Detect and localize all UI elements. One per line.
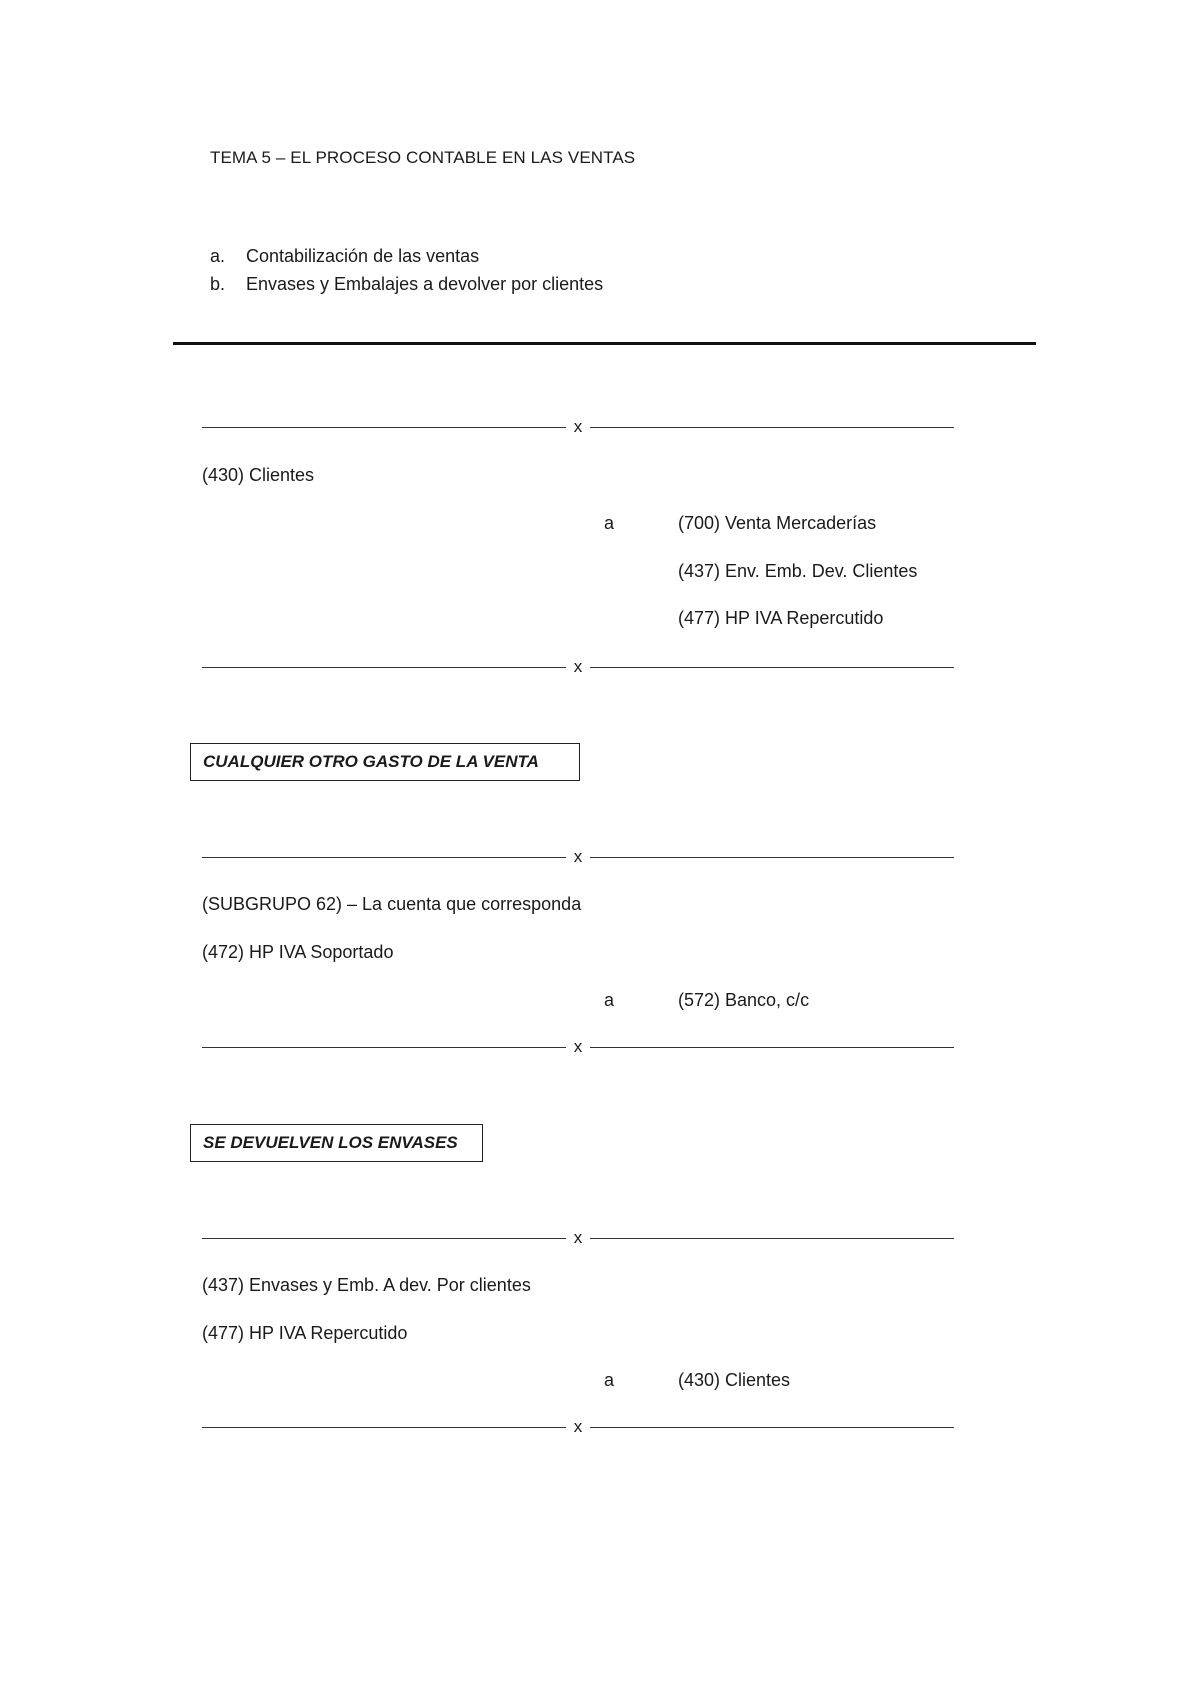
horizontal-rule	[173, 342, 1036, 345]
debit-account: (472) HP IVA Soportado	[202, 942, 394, 962]
connector-a: a	[604, 990, 615, 1010]
debit-account: (477) HP IVA Repercutido	[202, 1323, 408, 1343]
connector-a: a	[604, 513, 615, 533]
debit-account: (437) Envases y Emb. A dev. Por clientes	[202, 1275, 531, 1295]
toc-text: Envases y Embalajes a devolver por clientes	[246, 274, 604, 294]
credit-account: (437) Env. Emb. Dev. Clientes	[678, 561, 918, 581]
entry-separator	[202, 415, 954, 439]
credit-account: (477) HP IVA Repercutido	[678, 608, 884, 628]
separator-mark: x	[573, 417, 583, 436]
entry-separator	[202, 655, 954, 679]
separator-mark: x	[573, 1037, 583, 1056]
section-heading: CUALQUIER OTRO GASTO DE LA VENTA	[203, 752, 539, 771]
toc-item	[210, 270, 603, 298]
separator-mark: x	[573, 847, 583, 866]
credit-account: (430) Clientes	[678, 1370, 791, 1390]
section-heading: SE DEVUELVEN LOS ENVASES	[203, 1133, 458, 1152]
entry-separator	[202, 1415, 954, 1439]
separator-mark: x	[573, 1228, 583, 1247]
credit-account: (700) Venta Mercaderías	[678, 513, 877, 533]
page-title: TEMA 5 – EL PROCESO CONTABLE EN LAS VENTAS	[210, 148, 636, 167]
entry-separator	[202, 1035, 954, 1059]
debit-account: (430) Clientes	[202, 465, 315, 485]
entry-separator	[202, 845, 954, 869]
toc-marker: a.	[210, 246, 226, 266]
section-heading-box	[190, 743, 580, 781]
toc-item	[210, 242, 603, 270]
separator-mark: x	[573, 657, 583, 676]
toc-text: Contabilización de las ventas	[246, 246, 480, 266]
credit-account: (572) Banco, c/c	[678, 990, 810, 1010]
separator-mark: x	[573, 1417, 583, 1436]
table-of-contents	[210, 242, 603, 298]
section-heading-box	[190, 1124, 483, 1162]
debit-account: (SUBGRUPO 62) – La cuenta que corresponda	[202, 894, 582, 914]
entry-separator	[202, 1226, 954, 1250]
toc-marker: b.	[210, 274, 226, 294]
connector-a: a	[604, 1370, 615, 1390]
